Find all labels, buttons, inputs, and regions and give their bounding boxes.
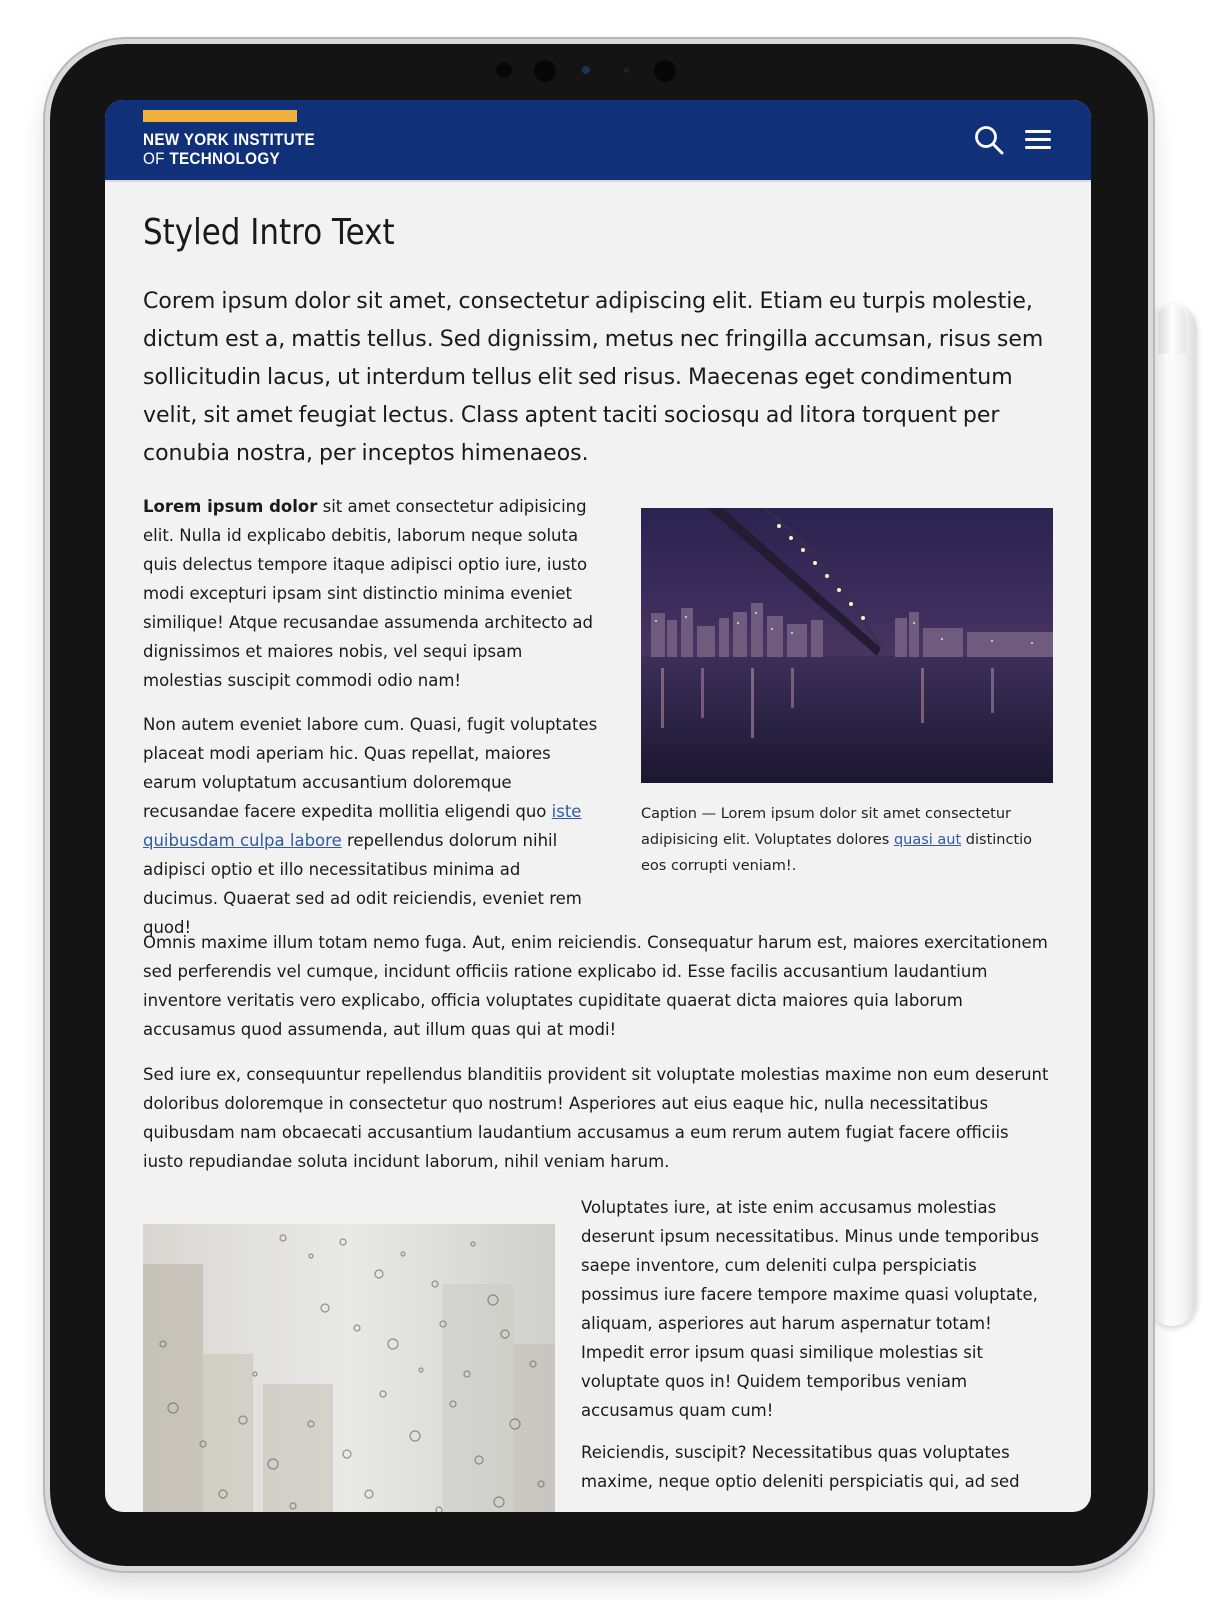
front-camera — [534, 60, 556, 82]
paragraph-4: Sed iure ex, consequuntur repellendus blanditiis provident sit voluptate molestias maxime non eum deserunt doloribus doloremque in consectetur quo nostrum! Asperiores aut eius eaque hic, nulla necessitatibus quibusdam nam obcaecati accusantium laudantium accusamus a eum rerum autem fugiat facere officiis iusto repudiandae soluta incidunt laborum, nihil veniam harum. — [143, 1065, 1049, 1171]
caption-text-b: distinctio eos corrupti veniam!. — [641, 832, 1033, 874]
paragraph-2 — [143, 710, 599, 942]
paragraph-1 — [143, 492, 595, 695]
paragraph-1-bold: Lorem ipsum dolor — [143, 497, 318, 516]
stylus-pencil — [1148, 304, 1196, 1326]
paragraph-2-link[interactable]: iste quibusdam culpa labore — [143, 802, 582, 850]
hamburger-menu-icon — [1023, 126, 1053, 154]
paragraph-6: Reiciendis, suscipit? Necessitatibus quas voluptates maxime, neque optio deleniti perspiciatis qui, ad sed — [581, 1443, 1020, 1491]
logo-accent-bar — [143, 110, 297, 122]
site-header — [105, 100, 1091, 182]
screen — [105, 100, 1091, 1512]
paragraph-2-text-a: Non autem eveniet labore cum. Quasi, fugit voluptates placeat modi aperiam hic. Quas repellat, maiores earum voluptatum accusantium doloremque recusandae facere expedita mollitia eligendi quo — [143, 715, 598, 821]
caption-text-a: Caption — Lorem ipsum dolor sit amet consectetur adipisicing elit. Voluptates dolores — [641, 806, 1011, 848]
paragraph-3: Omnis maxime illum totam nemo fuga. Aut, enim reiciendis. Consequatur harum est, maiores exercitationem sed perferendis vel cumque, incidunt officiis ratione explicabo id. Esse facilis accusantium laudantium inventore veritatis vero explicabo, officia voluptates cupiditate quaerat dicta maiores quia laborum accusamus quod assumenda, aut illum quas qui at modi! — [143, 933, 1048, 1039]
logo-line-1: NEW YORK INSTITUTE — [143, 130, 316, 149]
caption-link[interactable]: quasi aut — [893, 832, 962, 848]
site-logo[interactable] — [143, 130, 315, 168]
logo-line-2: TECHNOLOGY — [169, 149, 280, 168]
page-title: Styled Intro Text — [143, 212, 395, 253]
intro-paragraph: Corem ipsum dolor sit amet, consectetur adipiscing elit. Etiam eu turpis molestie, dictum est a, mattis tellus. Sed dignissim, metus nec fringilla accumsan, risus sem sollicitudin lacus, ut interdum tellus elit sed risus. Maecenas eget condimentum velit, sit amet feugiat lectus. Class aptent taciti sociosqu ad litora torquent per conubia nostra, per inceptos himenaeos. — [143, 289, 1044, 466]
camera-sensor — [496, 62, 512, 78]
paragraph-1-text: sit amet consectetur adipisicing elit. Nulla id explicabo debitis, laborum neque soluta quis delectus tempore itaque adipisci optio iure, iusto modi excepturi ipsam sint distinctio minima eveniet similique! Atque recusandae assumenda architecto ad dignissimos et maiores nobis, vel sequi ipsam molestias suscipit commodi odio nam! — [143, 497, 593, 690]
paragraph-2-text-b: repellendus dolorum nihil adipisci optio et illo necessitatibus minima ad ducimus. Quaerat sed ad odit reiciendis, eveniet rem quod! — [143, 831, 582, 937]
camera-indicator — [582, 66, 590, 74]
logo-of: OF — [143, 149, 165, 168]
ambient-sensor — [624, 68, 629, 73]
search-icon — [973, 124, 1005, 156]
tablet-device-frame — [50, 44, 1148, 1566]
stylus-tip — [1158, 304, 1186, 354]
bridge-night-photo — [641, 508, 1053, 783]
paragraph-5: Voluptates iure, at iste enim accusamus molestias deserunt ipsum necessitatibus. Minus unde temporibus saepe inventore, cum deleniti culpa perspiciatis possimus iure facere tempore maxime quasi voluptate, aliquam, asperiores aut harum aspernatur totam! Impedit error ipsum quasi similique molestias sit voluptate quos in! Quidem temporibus veniam accusamus quam cum! — [581, 1198, 1039, 1420]
face-id-sensor — [654, 60, 676, 82]
search-button[interactable] — [973, 124, 1005, 156]
rain-window-photo — [143, 1224, 555, 1512]
menu-button[interactable] — [1023, 126, 1053, 154]
image-caption — [641, 801, 1053, 879]
